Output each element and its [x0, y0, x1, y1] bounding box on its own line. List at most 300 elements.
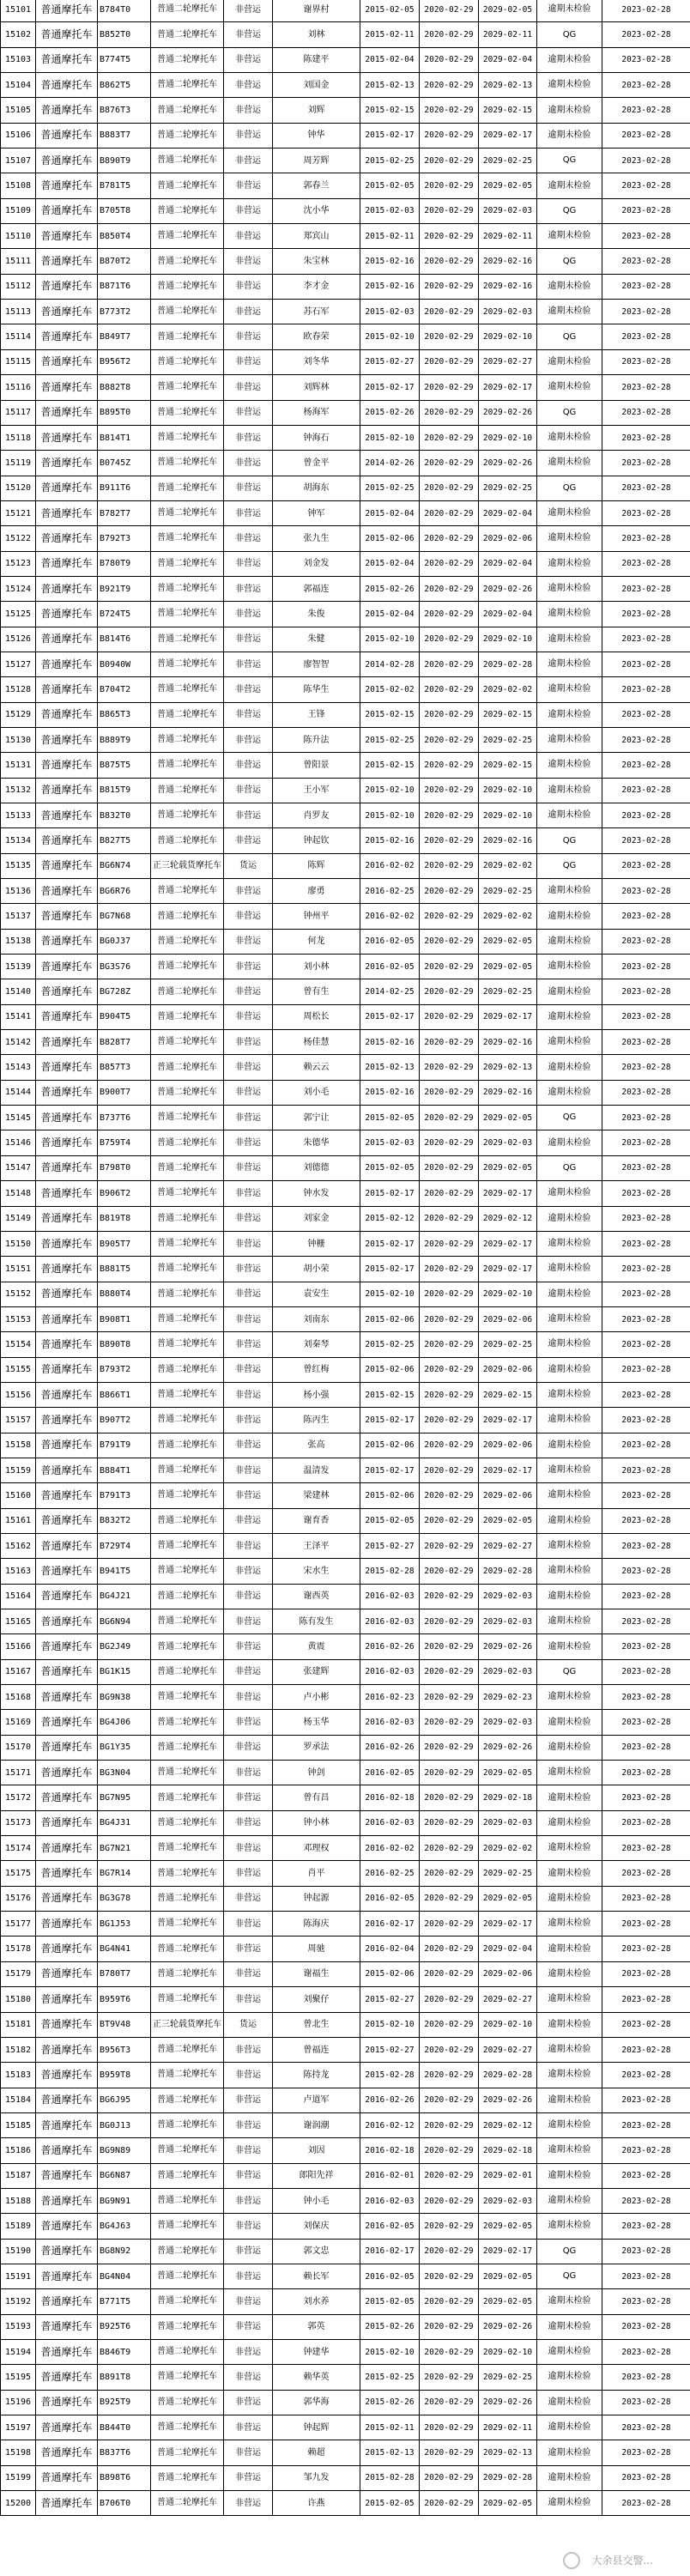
cell-record-no: 15101 — [1, 0, 36, 22]
cell-owner: 刘聚仔 — [273, 1987, 360, 2012]
cell-expire-date: 2023-02-28 — [602, 1106, 690, 1130]
cell-expire-date: 2023-02-28 — [602, 2037, 690, 2062]
cell-plate-no: B870T2 — [98, 249, 151, 274]
cell-use-nature: 非营运 — [224, 1357, 273, 1382]
cell-inspect-date: 2020-02-29 — [420, 1055, 479, 1080]
cell-use-nature: 非营运 — [224, 904, 273, 929]
cell-plate-no: B784T0 — [98, 0, 151, 22]
cell-scrap-date: 2029-02-12 — [479, 1206, 537, 1231]
cell-owner: 谢育香 — [273, 1508, 360, 1533]
cell-owner: 沈小华 — [273, 198, 360, 223]
cell-scrap-date: 2029-02-13 — [479, 73, 537, 98]
cell-scrap-date: 2029-02-05 — [479, 929, 537, 954]
table-row — [1, 349, 690, 374]
cell-owner: 曾阳景 — [273, 753, 360, 778]
cell-expire-date: 2023-02-28 — [602, 551, 690, 576]
cell-expire-date: 2023-02-28 — [602, 425, 690, 450]
table-row — [1, 1004, 690, 1029]
cell-status: 逾期未检验 — [537, 425, 602, 450]
cell-use-nature: 非营运 — [224, 2440, 273, 2465]
cell-register-date: 2015-02-10 — [360, 778, 420, 803]
cell-scrap-date: 2029-02-11 — [479, 22, 537, 47]
cell-plate-no: BG4N41 — [98, 1937, 151, 1961]
cell-status: 逾期未检验 — [537, 2112, 602, 2137]
cell-register-date: 2015-02-15 — [360, 1382, 420, 1407]
cell-owner: 何龙 — [273, 929, 360, 954]
cell-plate-no: BT9V48 — [98, 2012, 151, 2037]
cell-vehicle-class: 普通摩托车 — [36, 476, 98, 500]
cell-inspect-date: 2020-02-29 — [420, 1912, 479, 1937]
cell-status: 逾期未检验 — [537, 753, 602, 778]
cell-record-no: 15194 — [1, 2339, 36, 2364]
cell-expire-date: 2023-02-28 — [602, 400, 690, 425]
cell-scrap-date: 2029-02-26 — [479, 2314, 537, 2339]
cell-expire-date: 2023-02-28 — [602, 955, 690, 979]
cell-plate-no: B827T5 — [98, 828, 151, 853]
cell-status: 逾期未检验 — [537, 1004, 602, 1029]
cell-owner: 刘辉 — [273, 98, 360, 123]
cell-register-date: 2016-02-03 — [360, 1810, 420, 1835]
cell-plate-no: B791T9 — [98, 1433, 151, 1458]
cell-register-date: 2015-02-11 — [360, 224, 420, 249]
cell-plate-no: B793T2 — [98, 1357, 151, 1382]
cell-status: QG — [537, 324, 602, 349]
table-row — [1, 148, 690, 173]
cell-inspect-date: 2020-02-29 — [420, 1710, 479, 1735]
cell-vehicle-type: 普通二轮摩托车 — [151, 1685, 224, 1710]
cell-vehicle-type: 普通二轮摩托车 — [151, 123, 224, 148]
cell-vehicle-class: 普通摩托车 — [36, 1886, 98, 1911]
cell-inspect-date: 2020-02-29 — [420, 1761, 479, 1785]
cell-owner: 郭福连 — [273, 576, 360, 601]
cell-inspect-date: 2020-02-29 — [420, 1836, 479, 1861]
cell-inspect-date: 2020-02-29 — [420, 2214, 479, 2239]
cell-use-nature: 货运 — [224, 853, 273, 878]
cell-vehicle-class: 普通摩托车 — [36, 2088, 98, 2112]
table-row — [1, 2012, 690, 2037]
cell-expire-date: 2023-02-28 — [602, 476, 690, 500]
cell-scrap-date: 2029-02-05 — [479, 1106, 537, 1130]
cell-record-no: 15126 — [1, 627, 36, 652]
cell-owner: 欧春荣 — [273, 324, 360, 349]
cell-vehicle-class: 普通摩托车 — [36, 929, 98, 954]
table-row — [1, 1332, 690, 1357]
cell-plate-no: B852T0 — [98, 22, 151, 47]
cell-inspect-date: 2020-02-29 — [420, 98, 479, 123]
cell-plate-no: BG4N04 — [98, 2264, 151, 2288]
cell-plate-no: B900T7 — [98, 1080, 151, 1105]
cell-plate-no: B882T8 — [98, 375, 151, 400]
cell-owner: 刘因 — [273, 2138, 360, 2163]
cell-owner: 陈持龙 — [273, 2063, 360, 2088]
table-row — [1, 778, 690, 803]
cell-plate-no: B895T0 — [98, 400, 151, 425]
cell-record-no: 15200 — [1, 2491, 36, 2516]
cell-expire-date: 2023-02-28 — [602, 22, 690, 47]
cell-use-nature: 非营运 — [224, 2289, 273, 2314]
table-row — [1, 2088, 690, 2112]
cell-inspect-date: 2020-02-29 — [420, 803, 479, 828]
cell-record-no: 15123 — [1, 551, 36, 576]
cell-owner: 陈辉 — [273, 853, 360, 878]
cell-scrap-date: 2029-02-03 — [479, 198, 537, 223]
cell-plate-no: B832T0 — [98, 803, 151, 828]
cell-vehicle-type: 普通二轮摩托车 — [151, 22, 224, 47]
cell-vehicle-type: 普通二轮摩托车 — [151, 1861, 224, 1886]
cell-scrap-date: 2029-02-17 — [479, 1181, 537, 1206]
cell-owner: 廖智智 — [273, 652, 360, 676]
cell-register-date: 2015-02-06 — [360, 1961, 420, 1986]
cell-status: 逾期未检验 — [537, 955, 602, 979]
table-row — [1, 173, 690, 198]
cell-vehicle-class: 普通摩托车 — [36, 500, 98, 525]
cell-record-no: 15189 — [1, 2214, 36, 2239]
cell-scrap-date: 2029-02-17 — [479, 1257, 537, 1282]
cell-plate-no: B907T2 — [98, 1408, 151, 1433]
cell-expire-date: 2023-02-28 — [602, 1886, 690, 1911]
cell-vehicle-type: 普通二轮摩托车 — [151, 349, 224, 374]
cell-record-no: 15157 — [1, 1408, 36, 1433]
cell-plate-no: BG7R14 — [98, 1861, 151, 1886]
cell-status: 逾期未检验 — [537, 73, 602, 98]
cell-status: 逾期未检验 — [537, 1055, 602, 1080]
cell-scrap-date: 2029-02-27 — [479, 1987, 537, 2012]
cell-use-nature: 非营运 — [224, 2465, 273, 2490]
table-row — [1, 1055, 690, 1080]
cell-record-no: 15174 — [1, 1836, 36, 1861]
cell-use-nature: 非营运 — [224, 1130, 273, 1155]
cell-vehicle-class: 普通摩托车 — [36, 727, 98, 752]
cell-use-nature: 非营运 — [224, 1106, 273, 1130]
cell-use-nature: 非营运 — [224, 22, 273, 47]
cell-record-no: 15145 — [1, 1106, 36, 1130]
cell-record-no: 15135 — [1, 853, 36, 878]
cell-vehicle-type: 普通二轮摩托车 — [151, 1937, 224, 1961]
table-row — [1, 551, 690, 576]
cell-plate-no: B774T5 — [98, 47, 151, 72]
cell-owner: 胡小荣 — [273, 1257, 360, 1282]
cell-plate-no: B865T3 — [98, 702, 151, 727]
cell-vehicle-class: 普通摩托车 — [36, 602, 98, 627]
cell-vehicle-type: 普通二轮摩托车 — [151, 1584, 224, 1609]
cell-vehicle-class: 普通摩托车 — [36, 1382, 98, 1407]
cell-inspect-date: 2020-02-29 — [420, 1408, 479, 1433]
cell-use-nature: 非营运 — [224, 47, 273, 72]
cell-scrap-date: 2029-02-06 — [479, 526, 537, 551]
cell-vehicle-type: 普通二轮摩托车 — [151, 300, 224, 324]
cell-status: 逾期未检验 — [537, 1533, 602, 1558]
cell-use-nature: 非营运 — [224, 274, 273, 299]
cell-vehicle-class: 普通摩托车 — [36, 1508, 98, 1533]
cell-expire-date: 2023-02-28 — [602, 929, 690, 954]
table-row — [1, 1836, 690, 1861]
cell-register-date: 2015-02-02 — [360, 677, 420, 702]
cell-plate-no: B781T5 — [98, 173, 151, 198]
cell-vehicle-type: 普通二轮摩托车 — [151, 526, 224, 551]
cell-scrap-date: 2029-02-16 — [479, 274, 537, 299]
cell-owner: 刘冬华 — [273, 349, 360, 374]
cell-use-nature: 非营运 — [224, 1735, 273, 1760]
cell-record-no: 15177 — [1, 1912, 36, 1937]
cell-inspect-date: 2020-02-29 — [420, 1961, 479, 1986]
cell-status: 逾期未检验 — [537, 2491, 602, 2516]
cell-vehicle-type: 普通二轮摩托车 — [151, 1433, 224, 1458]
cell-vehicle-class: 普通摩托车 — [36, 576, 98, 601]
cell-use-nature: 货运 — [224, 2012, 273, 2037]
cell-use-nature: 非营运 — [224, 1155, 273, 1180]
cell-status: 逾期未检验 — [537, 1584, 602, 1609]
cell-record-no: 15143 — [1, 1055, 36, 1080]
cell-status: 逾期未检验 — [537, 1685, 602, 1710]
cell-status: 逾期未检验 — [537, 602, 602, 627]
cell-vehicle-class: 普通摩托车 — [36, 702, 98, 727]
cell-status: 逾期未检验 — [537, 1735, 602, 1760]
cell-vehicle-class: 普通摩托车 — [36, 879, 98, 904]
cell-register-date: 2015-02-16 — [360, 249, 420, 274]
cell-plate-no: B780T9 — [98, 551, 151, 576]
table-row — [1, 375, 690, 400]
cell-vehicle-class: 普通摩托车 — [36, 1055, 98, 1080]
cell-plate-no: B890T8 — [98, 1332, 151, 1357]
cell-expire-date: 2023-02-28 — [602, 1206, 690, 1231]
cell-plate-no: B921T9 — [98, 576, 151, 601]
cell-status: QG — [537, 2239, 602, 2264]
cell-status: 逾期未检验 — [537, 1483, 602, 1508]
cell-scrap-date: 2029-02-15 — [479, 1382, 537, 1407]
cell-expire-date: 2023-02-28 — [602, 576, 690, 601]
cell-record-no: 15113 — [1, 300, 36, 324]
cell-vehicle-type: 正三轮载货摩托车 — [151, 853, 224, 878]
cell-owner: 廖勇 — [273, 879, 360, 904]
cell-register-date: 2015-02-10 — [360, 627, 420, 652]
cell-vehicle-class: 普通摩托车 — [36, 1181, 98, 1206]
cell-inspect-date: 2020-02-29 — [420, 2088, 479, 2112]
cell-owner: 赖华英 — [273, 2365, 360, 2390]
cell-vehicle-type: 普通二轮摩托车 — [151, 702, 224, 727]
cell-record-no: 15128 — [1, 677, 36, 702]
cell-use-nature: 非营运 — [224, 929, 273, 954]
table-row — [1, 1987, 690, 2012]
table-row — [1, 1785, 690, 1810]
cell-vehicle-type: 普通二轮摩托车 — [151, 1332, 224, 1357]
cell-record-no: 15138 — [1, 929, 36, 954]
cell-inspect-date: 2020-02-29 — [420, 224, 479, 249]
cell-vehicle-type: 普通二轮摩托车 — [151, 1886, 224, 1911]
cell-record-no: 15187 — [1, 2163, 36, 2188]
cell-scrap-date: 2029-02-03 — [479, 1659, 537, 1684]
cell-record-no: 15141 — [1, 1004, 36, 1029]
cell-status: 逾期未检验 — [537, 1408, 602, 1433]
cell-record-no: 15159 — [1, 1458, 36, 1482]
cell-plate-no: B706T0 — [98, 2491, 151, 2516]
cell-register-date: 2015-02-06 — [360, 1357, 420, 1382]
cell-use-nature: 非营运 — [224, 1004, 273, 1029]
cell-record-no: 15171 — [1, 1761, 36, 1785]
cell-inspect-date: 2020-02-29 — [420, 979, 479, 1004]
cell-inspect-date: 2020-02-29 — [420, 1206, 479, 1231]
cell-plate-no: BG4J21 — [98, 1584, 151, 1609]
cell-inspect-date: 2020-02-29 — [420, 904, 479, 929]
table-row — [1, 198, 690, 223]
cell-vehicle-type: 普通二轮摩托车 — [151, 576, 224, 601]
cell-plate-no: B890T9 — [98, 148, 151, 173]
cell-record-no: 15119 — [1, 451, 36, 476]
cell-register-date: 2016-02-05 — [360, 1761, 420, 1785]
cell-vehicle-class: 普通摩托车 — [36, 1861, 98, 1886]
cell-inspect-date: 2020-02-29 — [420, 1659, 479, 1684]
cell-owner: 卢小彬 — [273, 1685, 360, 1710]
cell-scrap-date: 2029-02-13 — [479, 2440, 537, 2465]
cell-scrap-date: 2029-02-26 — [479, 451, 537, 476]
cell-expire-date: 2023-02-28 — [602, 1382, 690, 1407]
cell-vehicle-type: 普通二轮摩托车 — [151, 224, 224, 249]
cell-status: 逾期未检验 — [537, 1810, 602, 1835]
cell-status: 逾期未检验 — [537, 627, 602, 652]
cell-owner: 刘德德 — [273, 1155, 360, 1180]
cell-scrap-date: 2029-02-17 — [479, 1912, 537, 1937]
cell-plate-no: BG0J37 — [98, 929, 151, 954]
cell-scrap-date: 2029-02-11 — [479, 224, 537, 249]
cell-vehicle-type: 普通二轮摩托车 — [151, 2163, 224, 2188]
cell-status: 逾期未检验 — [537, 2163, 602, 2188]
cell-use-nature: 非营运 — [224, 1584, 273, 1609]
cell-record-no: 15114 — [1, 324, 36, 349]
table-row — [1, 1735, 690, 1760]
cell-expire-date: 2023-02-28 — [602, 526, 690, 551]
cell-plate-no: BG3G78 — [98, 1886, 151, 1911]
cell-owner: 刘秦琴 — [273, 1332, 360, 1357]
cell-owner: 陈丙生 — [273, 1408, 360, 1433]
cell-status: QG — [537, 828, 602, 853]
cell-vehicle-class: 普通摩托车 — [36, 627, 98, 652]
cell-owner: 朱俊 — [273, 602, 360, 627]
cell-vehicle-type: 普通二轮摩托车 — [151, 753, 224, 778]
table-row — [1, 955, 690, 979]
cell-record-no: 15180 — [1, 1987, 36, 2012]
cell-scrap-date: 2029-02-26 — [479, 576, 537, 601]
cell-use-nature: 非营运 — [224, 2415, 273, 2440]
cell-register-date: 2016-02-03 — [360, 1710, 420, 1735]
cell-record-no: 15137 — [1, 904, 36, 929]
table-row — [1, 576, 690, 601]
cell-register-date: 2015-02-11 — [360, 22, 420, 47]
cell-record-no: 15136 — [1, 879, 36, 904]
cell-register-date: 2015-02-28 — [360, 2465, 420, 2490]
cell-inspect-date: 2020-02-29 — [420, 1130, 479, 1155]
cell-record-no: 15116 — [1, 375, 36, 400]
cell-scrap-date: 2029-02-05 — [479, 0, 537, 22]
cell-register-date: 2015-02-27 — [360, 349, 420, 374]
cell-scrap-date: 2029-02-10 — [479, 2339, 537, 2364]
cell-vehicle-type: 普通二轮摩托车 — [151, 1508, 224, 1533]
cell-use-nature: 非营运 — [224, 224, 273, 249]
cell-status: 逾期未检验 — [537, 2012, 602, 2037]
cell-vehicle-type: 普通二轮摩托车 — [151, 803, 224, 828]
cell-inspect-date: 2020-02-29 — [420, 0, 479, 22]
cell-record-no: 15169 — [1, 1710, 36, 1735]
cell-register-date: 2015-02-04 — [360, 47, 420, 72]
cell-owner: 周芳辉 — [273, 148, 360, 173]
cell-inspect-date: 2020-02-29 — [420, 73, 479, 98]
cell-record-no: 15158 — [1, 1433, 36, 1458]
cell-record-no: 15105 — [1, 98, 36, 123]
cell-inspect-date: 2020-02-29 — [420, 727, 479, 752]
cell-expire-date: 2023-02-28 — [602, 979, 690, 1004]
cell-owner: 周驰 — [273, 1937, 360, 1961]
cell-vehicle-class: 普通摩托车 — [36, 451, 98, 476]
cell-status: 逾期未检验 — [537, 1382, 602, 1407]
cell-vehicle-type: 普通二轮摩托车 — [151, 955, 224, 979]
cell-vehicle-type: 普通二轮摩托车 — [151, 1710, 224, 1735]
cell-scrap-date: 2029-02-25 — [479, 148, 537, 173]
cell-record-no: 15139 — [1, 955, 36, 979]
cell-inspect-date: 2020-02-29 — [420, 47, 479, 72]
cell-expire-date: 2023-02-28 — [602, 73, 690, 98]
cell-expire-date: 2023-02-28 — [602, 324, 690, 349]
cell-inspect-date: 2020-02-29 — [420, 375, 479, 400]
cell-vehicle-type: 普通二轮摩托车 — [151, 73, 224, 98]
table-row — [1, 803, 690, 828]
cell-inspect-date: 2020-02-29 — [420, 753, 479, 778]
cell-use-nature: 非营运 — [224, 73, 273, 98]
cell-scrap-date: 2029-02-25 — [479, 2365, 537, 2390]
cell-owner: 钟栅 — [273, 1231, 360, 1256]
table-row — [1, 1155, 690, 1180]
cell-owner: 钟起钦 — [273, 828, 360, 853]
cell-status: 逾期未检验 — [537, 2063, 602, 2088]
cell-vehicle-type: 普通二轮摩托车 — [151, 476, 224, 500]
table-row — [1, 2239, 690, 2264]
cell-vehicle-type: 普通二轮摩托车 — [151, 47, 224, 72]
cell-use-nature: 非营运 — [224, 1987, 273, 2012]
cell-scrap-date: 2029-02-16 — [479, 828, 537, 853]
cell-vehicle-class: 普通摩托车 — [36, 1106, 98, 1130]
cell-owner: 许燕 — [273, 2491, 360, 2516]
cell-vehicle-class: 普通摩托车 — [36, 1332, 98, 1357]
cell-status: 逾期未检验 — [537, 652, 602, 676]
cell-register-date: 2015-02-10 — [360, 1282, 420, 1306]
cell-plate-no: BG8N92 — [98, 2239, 151, 2264]
cell-vehicle-class: 普通摩托车 — [36, 1004, 98, 1029]
cell-plate-no: B846T9 — [98, 2339, 151, 2364]
cell-expire-date: 2023-02-28 — [602, 627, 690, 652]
cell-owner: 张建辉 — [273, 1659, 360, 1684]
cell-owner: 陈海庆 — [273, 1912, 360, 1937]
cell-record-no: 15184 — [1, 2088, 36, 2112]
cell-plate-no: BG9N38 — [98, 1685, 151, 1710]
cell-status: 逾期未检验 — [537, 1433, 602, 1458]
table-row — [1, 1408, 690, 1433]
cell-inspect-date: 2020-02-29 — [420, 2415, 479, 2440]
cell-status: 逾期未检验 — [537, 375, 602, 400]
cell-scrap-date: 2029-02-10 — [479, 425, 537, 450]
cell-record-no: 15121 — [1, 500, 36, 525]
cell-vehicle-class: 普通摩托车 — [36, 148, 98, 173]
cell-expire-date: 2023-02-28 — [602, 1609, 690, 1634]
cell-owner: 卢道军 — [273, 2088, 360, 2112]
cell-plate-no: B759T4 — [98, 1130, 151, 1155]
cell-record-no: 15173 — [1, 1810, 36, 1835]
cell-record-no: 15160 — [1, 1483, 36, 1508]
cell-inspect-date: 2020-02-29 — [420, 1106, 479, 1130]
cell-record-no: 15134 — [1, 828, 36, 853]
cell-expire-date: 2023-02-28 — [602, 1937, 690, 1961]
cell-owner: 赖长军 — [273, 2264, 360, 2288]
cell-use-nature: 非营运 — [224, 1458, 273, 1482]
cell-plate-no: BG4J06 — [98, 1710, 151, 1735]
table-row — [1, 476, 690, 500]
cell-inspect-date: 2020-02-29 — [420, 198, 479, 223]
